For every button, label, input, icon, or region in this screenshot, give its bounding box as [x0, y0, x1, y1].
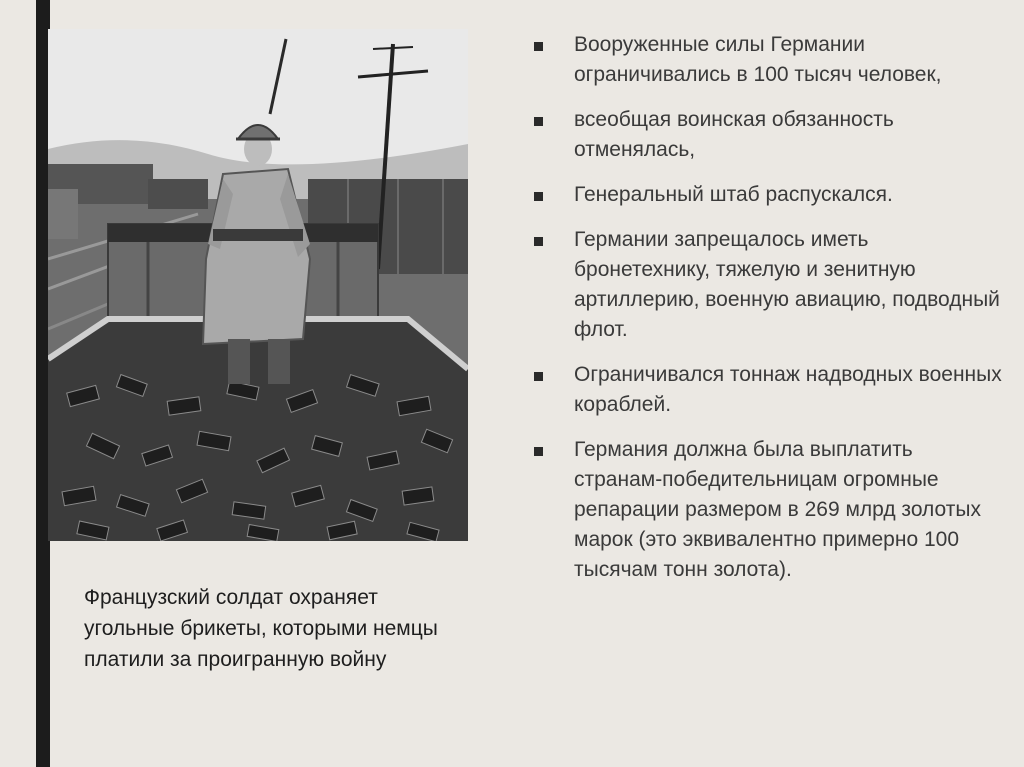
bullet-item: [534, 180, 1004, 210]
historical-photo-soldier-coal-wagon: [48, 29, 468, 541]
square-bullet-icon: [534, 192, 543, 201]
photo-caption: Французский солдат охраняет угольные брикеты, которыми немцы платили за проигранную войну: [84, 586, 438, 671]
square-bullet-icon: [534, 372, 543, 381]
bullet-item: [534, 105, 1004, 165]
bullet-text: Германия должна была выплатить странам-победительницам огромные репарации размером в 269 млрд золотых марок (это эквивалентно примерно 100 тысячам тонн золота).: [574, 438, 981, 581]
bullet-list: [534, 30, 1004, 600]
bullet-text: Генеральный штаб распускался.: [574, 183, 893, 206]
bullet-text: Германии запрещалось иметь бронетехнику, тяжелую и зенитную артиллерию, военную авиацию, подводный флот.: [574, 228, 1000, 341]
bullet-item: [534, 225, 1004, 345]
square-bullet-icon: [534, 447, 543, 456]
bullet-text: Вооруженные силы Германии ограничивались в 100 тысяч человек,: [574, 33, 942, 86]
square-bullet-icon: [534, 117, 543, 126]
bullet-text: всеобщая воинская обязанность отменялась,: [574, 108, 894, 161]
bullet-item: [534, 435, 1004, 585]
square-bullet-icon: [534, 237, 543, 246]
bullet-item: [534, 30, 1004, 90]
square-bullet-icon: [534, 42, 543, 51]
bullet-item: [534, 360, 1004, 420]
bullet-text: Ограничивался тоннаж надводных военных кораблей.: [574, 363, 1002, 416]
